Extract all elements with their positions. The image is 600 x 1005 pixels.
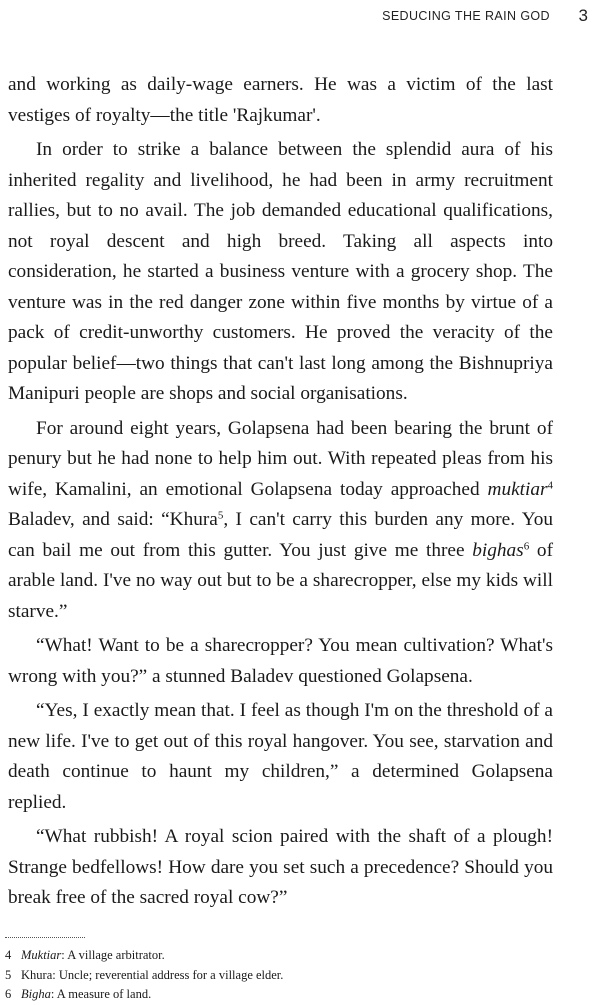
footnote-text: A village arbitrator. — [67, 948, 165, 962]
paragraph-3-text-d: of arable land. I've no way out but to be a sharecropper, else my kids will starve.” — [8, 539, 553, 622]
footnote-divider — [5, 937, 85, 938]
footnote-text: A measure of land. — [56, 987, 152, 1001]
footnote-separator: : — [52, 967, 59, 982]
term-muktiar: muktiar — [487, 478, 548, 500]
footnote-number: 6 — [5, 987, 12, 1001]
footnote-number: 4 — [5, 948, 12, 962]
paragraph-1: and working as daily-wage earners. He was a victim of the last vestiges of royalty—the title 'Rajkumar'. — [8, 74, 553, 126]
term-bighas: bighas — [472, 539, 524, 561]
footnote-term: Muktiar — [21, 948, 62, 962]
paragraph-3-text-a: For around eight years, Golapsena had been bearing the brunt of penury but he had none to help him out. With repeated pleas from his wife, Kamalini, an emotional Golapsena today approached — [8, 417, 553, 500]
paragraph-3-text-b: Baladev, and said: “Khura — [8, 509, 218, 530]
footnotes — [5, 946, 565, 1005]
footnote-number: 5 — [5, 967, 12, 982]
footnote-ref-5: 5 — [217, 509, 224, 522]
paragraph-5: “Yes, I exactly mean that. I feel as though I'm on the threshold of a new life. I've to get out of this royal hangover. You see, starvation and death continue to haunt my children,” a determined Golapsena replied. — [8, 700, 553, 813]
footnote-term: Khura — [21, 967, 53, 982]
paragraph-3 — [8, 414, 553, 628]
footnote-separator: : — [61, 948, 68, 962]
footnote-6 — [5, 985, 565, 1005]
page-header — [0, 7, 600, 29]
footnote-ref-6: 6 — [523, 539, 530, 552]
page-number: 3 — [578, 6, 588, 25]
running-title: SEDUCING THE RAIN GOD — [382, 9, 550, 23]
paragraph-2: In order to strike a balance between the splendid aura of his inherited regality and livelihood, he had been in army recruitment rallies, but to no avail. The job demanded educational qualifications, not royal descent and high breed. Taking all aspects into consideration, he started a business venture with a grocery shop. The venture was in the red danger zone within five months by virtue of a pack of credit-unworthy customers. He proved the veracity of the popular belief—two things that can't last long among the Bishnupriya Manipuri people are shops and social organisations. — [8, 139, 553, 404]
body-text — [8, 70, 553, 914]
footnote-ref-4: 4 — [547, 478, 553, 491]
footnote-text: Uncle; reverential address for a village elder. — [58, 967, 284, 982]
paragraph-3-text-c: , I can't carry this burden any more. You can bail me out from this gutter. You just give me three — [8, 509, 553, 561]
footnote-term: Bigha — [21, 987, 51, 1001]
footnote-5 — [5, 966, 565, 986]
footnote-4 — [5, 946, 565, 966]
footnote-separator: : — [50, 987, 57, 1001]
paragraph-4: “What! Want to be a sharecropper? You mean cultivation? What's wrong with you?” a stunned Baladev questioned Golapsena. — [8, 635, 553, 687]
paragraph-6: “What rubbish! A royal scion paired with the shaft of a plough! Strange bedfellows! How dare you set such a precedence? Should you break free of the sacred royal cow?” — [8, 826, 553, 908]
